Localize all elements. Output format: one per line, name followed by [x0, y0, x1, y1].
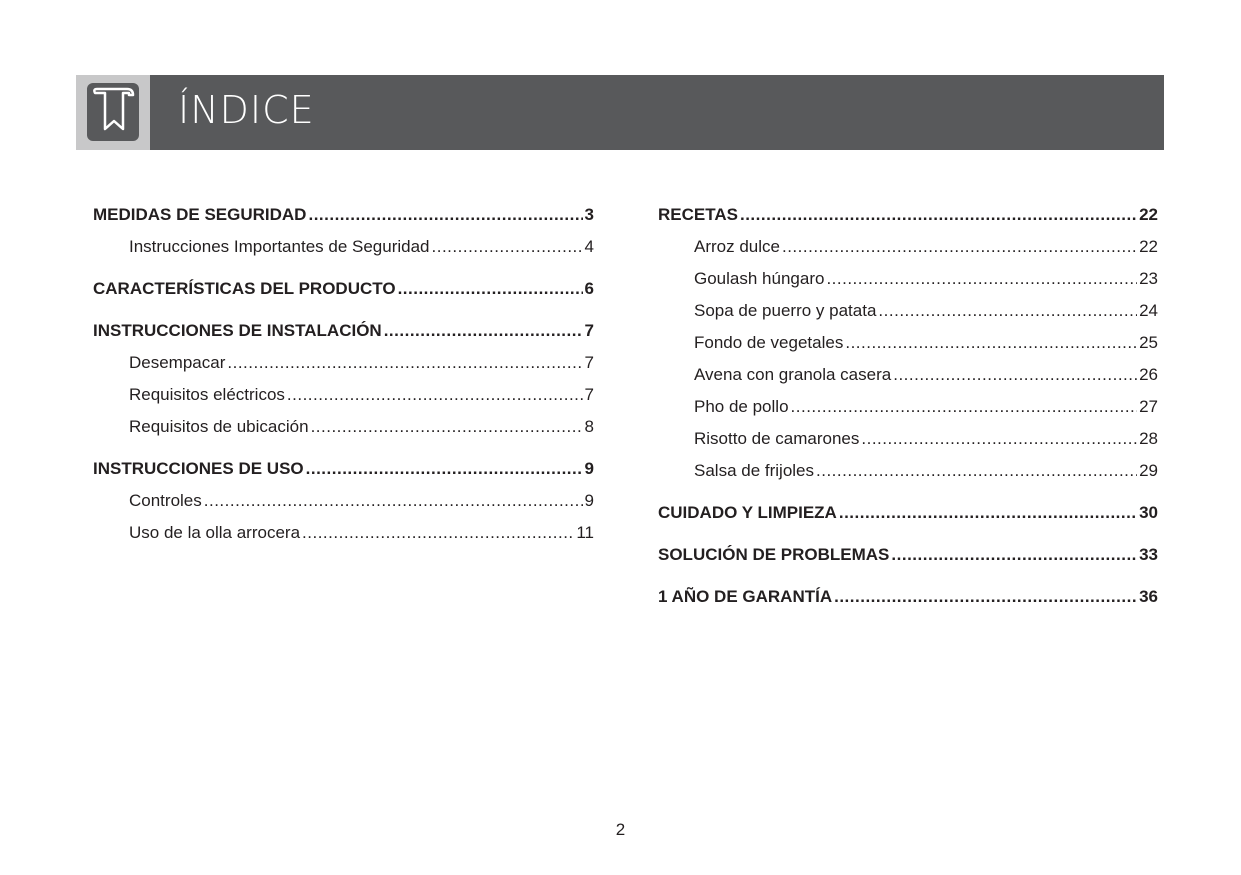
toc-entry-label: Requisitos de ubicación — [129, 417, 309, 436]
toc-entry-label: 1 AÑO DE GARANTÍA — [658, 587, 833, 606]
dot-leader — [791, 395, 1138, 419]
dot-leader — [861, 427, 1137, 451]
toc-entry-page: 7 — [584, 353, 594, 372]
toc-entry-label: Uso de la olla arrocera — [129, 523, 301, 542]
toc-entry-page: 6 — [584, 279, 594, 298]
toc-entry-page: 9 — [584, 459, 594, 478]
toc-entry[interactable] — [93, 521, 594, 553]
toc-entry[interactable] — [658, 363, 1158, 395]
toc-entry-page: 29 — [1139, 461, 1158, 480]
toc-entry-page: 8 — [584, 417, 594, 436]
dot-leader — [227, 351, 582, 375]
dot-leader — [839, 501, 1137, 525]
toc-entry-label: Risotto de camarones — [694, 429, 860, 448]
toc-entry[interactable] — [658, 203, 1158, 235]
toc-entry[interactable] — [93, 319, 594, 351]
dot-leader — [891, 543, 1137, 567]
toc-entry-page: 36 — [1139, 587, 1158, 606]
toc-entry-page: 30 — [1139, 503, 1158, 522]
toc-entry-page: 28 — [1139, 429, 1158, 448]
toc-entry-label: INSTRUCCIONES DE USO — [93, 459, 304, 478]
page-title: ÍNDICE — [178, 88, 315, 132]
toc-entry[interactable] — [658, 427, 1158, 459]
toc-entry[interactable] — [658, 459, 1158, 491]
toc-entry-label: Fondo de vegetales — [694, 333, 844, 352]
toc-entry[interactable] — [658, 331, 1158, 363]
toc-entry-page: 25 — [1139, 333, 1158, 352]
toc-entry-page: 7 — [584, 385, 594, 404]
toc-entry-page: 3 — [584, 205, 594, 224]
dot-leader — [398, 277, 583, 301]
toc-entry-page: 9 — [584, 491, 594, 510]
dot-leader — [893, 363, 1137, 387]
toc-entry[interactable] — [93, 277, 594, 309]
toc-left-column — [93, 203, 594, 553]
toc-entry-label: Pho de pollo — [694, 397, 789, 416]
toc-entry-label: SOLUCIÓN DE PROBLEMAS — [658, 545, 890, 564]
dot-leader — [311, 415, 583, 439]
toc-entry[interactable] — [658, 543, 1158, 575]
dot-leader — [204, 489, 583, 513]
toc-entry-page: 4 — [584, 237, 594, 256]
toc-entry-label: Arroz dulce — [694, 237, 780, 256]
toc-entry-label: Goulash húngaro — [694, 269, 825, 288]
toc-entry-page: 33 — [1139, 545, 1158, 564]
toc-entry-page: 26 — [1139, 365, 1158, 384]
toc-entry[interactable] — [658, 235, 1158, 267]
toc-entry[interactable] — [93, 457, 594, 489]
dot-leader — [826, 267, 1137, 291]
toc-entry-page: 11 — [576, 523, 594, 542]
dot-leader — [782, 235, 1137, 259]
dot-leader — [384, 319, 583, 343]
toc-entry-page: 27 — [1139, 397, 1158, 416]
dot-leader — [432, 235, 583, 259]
dot-leader — [834, 585, 1137, 609]
toc-entry-label: INSTRUCCIONES DE INSTALACIÓN — [93, 321, 382, 340]
dot-leader — [816, 459, 1137, 483]
dot-leader — [845, 331, 1137, 355]
toc-entry-label: Sopa de puerro y patata — [694, 301, 877, 320]
toc-entry[interactable] — [93, 351, 594, 383]
toc-right-column — [658, 203, 1158, 617]
toc-entry[interactable] — [658, 267, 1158, 299]
toc-entry-label: Instrucciones Importantes de Seguridad — [129, 237, 430, 256]
toc-entry-page: 24 — [1139, 301, 1158, 320]
toc-entry-label: Requisitos eléctricos — [129, 385, 285, 404]
toc-entry[interactable] — [93, 489, 594, 521]
toc-entry[interactable] — [93, 383, 594, 415]
toc-entry-label: MEDIDAS DE SEGURIDAD — [93, 205, 307, 224]
toc-entry-page: 22 — [1139, 205, 1158, 224]
toc-entry[interactable] — [658, 585, 1158, 617]
dot-leader — [306, 457, 583, 481]
toc-entry-page: 7 — [584, 321, 594, 340]
page-number: 2 — [615, 820, 626, 839]
dot-leader — [287, 383, 583, 407]
toc-entry[interactable] — [658, 501, 1158, 533]
dot-leader — [308, 203, 582, 227]
toc-entry-page: 22 — [1139, 237, 1158, 256]
bookmark-icon — [87, 83, 139, 141]
toc-entry-label: RECETAS — [658, 205, 738, 224]
toc-entry[interactable] — [93, 415, 594, 447]
toc-entry-label: Avena con granola casera — [694, 365, 892, 384]
toc-entry-label: Desempacar — [129, 353, 226, 372]
toc-entry-label: Salsa de frijoles — [694, 461, 815, 480]
toc-entry[interactable] — [658, 299, 1158, 331]
toc-entry[interactable] — [93, 235, 594, 267]
toc-entry-label: CARACTERÍSTICAS DEL PRODUCTO — [93, 279, 396, 298]
dot-leader — [740, 203, 1137, 227]
toc-entry[interactable] — [658, 395, 1158, 427]
dot-leader — [878, 299, 1137, 323]
toc-entry-label: Controles — [129, 491, 202, 510]
toc-entry[interactable] — [93, 203, 594, 235]
toc-entry-label: CUIDADO Y LIMPIEZA — [658, 503, 837, 522]
toc-entry-page: 23 — [1139, 269, 1158, 288]
dot-leader — [302, 521, 574, 545]
